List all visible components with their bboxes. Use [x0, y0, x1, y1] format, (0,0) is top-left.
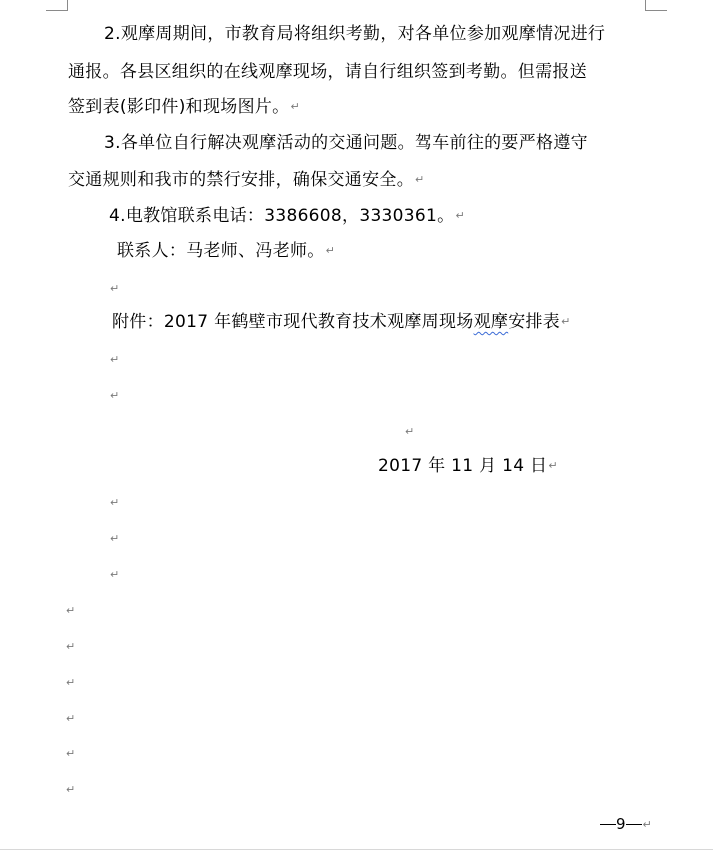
crop-mark-right-h — [645, 10, 667, 11]
attachment-prefix: 附件：2017 年鹤壁市现代教育技术观摩周现场 — [112, 312, 474, 332]
page-number — [600, 815, 652, 834]
para2-line2-text: 通报。各县区组织的在线观摩现场，请自行组织签到考勤。但需报送 — [68, 62, 587, 82]
paragraph-mark-icon: ↵ — [290, 100, 300, 113]
paragraph-mark-icon: ↵ — [110, 353, 120, 366]
contact-text: 联系人：马老师、冯老师。 — [117, 241, 325, 261]
paragraph-mark-icon: ↵ — [642, 817, 652, 831]
paragraph-mark-icon: ↵ — [66, 676, 76, 689]
para3-line1-text: 3.各单位自行解决观摩活动的交通问题。驾车前往的要严格遵守 — [104, 133, 588, 153]
date-line — [378, 456, 558, 476]
crop-mark-left-h — [46, 10, 68, 11]
para4-line — [109, 206, 465, 226]
paragraph-mark-icon: ↵ — [66, 640, 76, 653]
contact-line — [117, 241, 335, 261]
para3-line2-text: 交通规则和我市的禁行安排，确保交通安全。 — [68, 170, 414, 190]
page-number-value: 9 — [616, 815, 626, 833]
para2-line2 — [68, 62, 587, 82]
paragraph-mark-icon: ↵ — [455, 209, 465, 222]
paragraph-mark-icon: ↵ — [66, 604, 76, 617]
para3-line1 — [104, 133, 588, 153]
page-number-dash-left — [600, 824, 616, 825]
paragraph-mark-icon: ↵ — [66, 712, 76, 725]
para2-line1-text: 2.观摩周期间，市教育局将组织考勤，对各单位参加观摩情况进行 — [104, 24, 606, 44]
para3-line2 — [68, 170, 425, 190]
attachment-suffix: 安排表 — [508, 312, 561, 332]
para2-line3-text: 签到表(影印件)和现场图片。 — [68, 97, 290, 117]
paragraph-mark-icon: ↵ — [66, 783, 76, 796]
date-text: 2017 年 11 月 14 日 — [378, 456, 548, 476]
paragraph-mark-icon: ↵ — [110, 389, 120, 402]
paragraph-mark-icon: ↵ — [66, 747, 76, 760]
paragraph-mark-icon: ↵ — [110, 532, 120, 545]
paragraph-mark-icon: ↵ — [405, 425, 415, 438]
para2-line1 — [104, 24, 605, 44]
para2-line3 — [68, 97, 300, 117]
paragraph-mark-icon: ↵ — [110, 568, 120, 581]
page-bottom-edge — [0, 849, 713, 850]
paragraph-mark-icon: ↵ — [548, 459, 558, 472]
paragraph-mark-icon: ↵ — [110, 496, 120, 509]
page-number-dash-right — [626, 824, 642, 825]
attachment-line — [112, 312, 571, 332]
paragraph-mark-icon: ↵ — [561, 315, 571, 328]
paragraph-mark-icon: ↵ — [415, 173, 425, 186]
paragraph-mark-icon: ↵ — [110, 282, 120, 295]
para4-text: 4.电教馆联系电话：3386608，3330361。 — [109, 206, 455, 226]
spelling-squiggle-word[interactable]: 观摩 — [473, 312, 509, 332]
paragraph-mark-icon: ↵ — [325, 244, 336, 257]
